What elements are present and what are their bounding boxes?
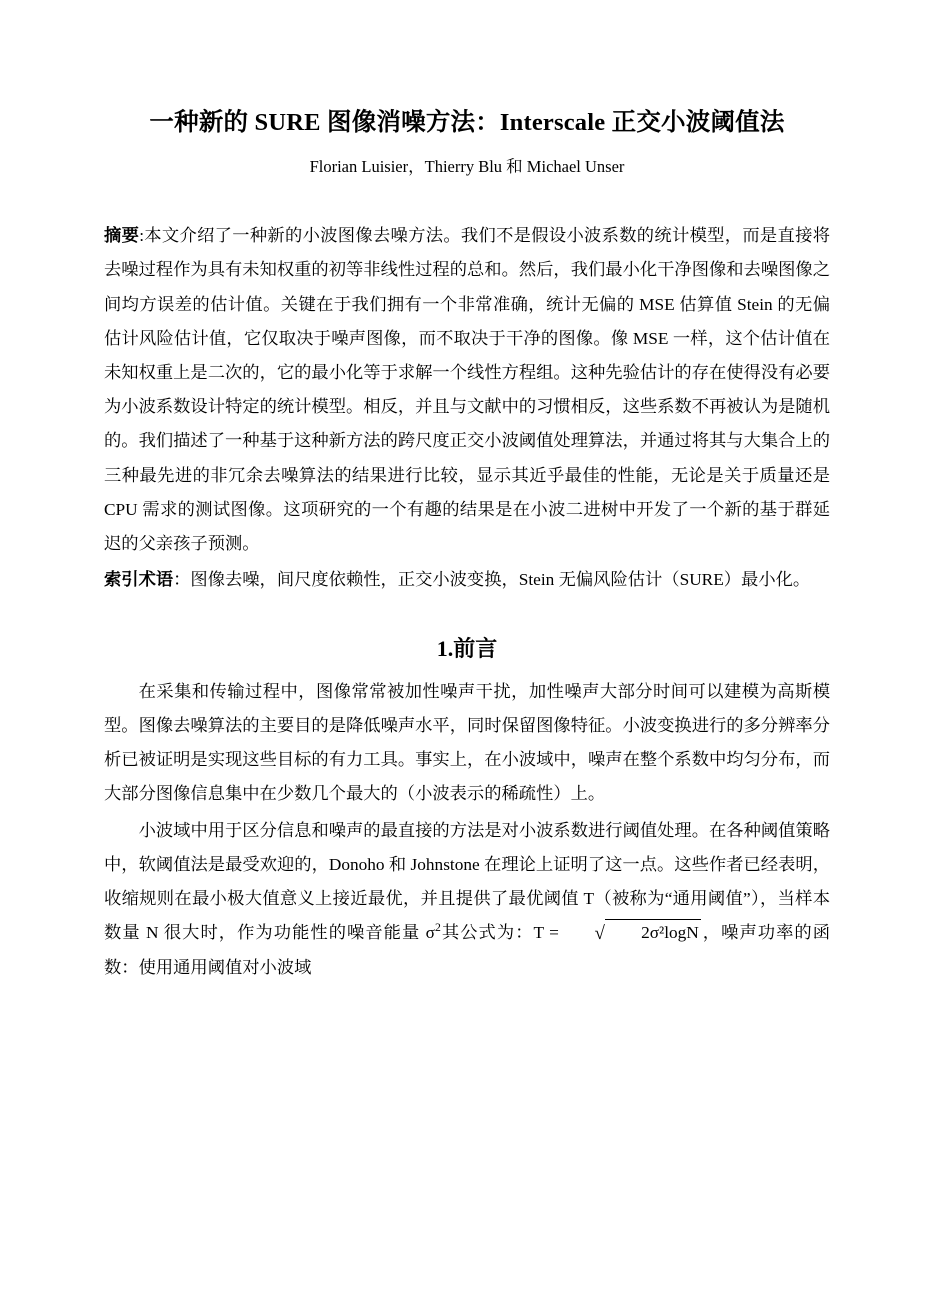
sqrt-formula bbox=[560, 916, 701, 950]
keywords-text: ：图像去噪，间尺度依赖性，正交小波变换，Stein 无偏风险估计（SURE）最小化。 bbox=[173, 570, 811, 590]
paragraph-2-text-part-1: 小波域中用于区分信息和噪声的最直接的方法是对小波系数进行阈值处理。在各种阈值策略中，软阈值法是最受欢迎的，Donoho 和 Johnstone 在理论上证明了这一点。这些作者已经表明，收缩规则在最小极大值意义上接近最优，并且提供了最优阈值 T（被称为“通用阈值”），当样本数量 N 很大时，作为功能性的噪音能量 σ bbox=[104, 820, 830, 943]
page-title: 一种新的 SURE 图像消噪方法：Interscale 正交小波阈值法 bbox=[149, 109, 785, 136]
paragraph-1: 在采集和传输过程中，图像常常被加性噪声干扰，加性噪声大部分时间可以建模为高斯模型。图像去噪算法的主要目的是降低噪声水平，同时保留图像特征。小波变换进行的多分辨率分析已被证明是实现这些目标的有力工具。事实上，在小波域中，噪声在整个系数中均匀分布，而大部分图像信息集中在少数几个最大的（小波表示的稀疏性）上。 bbox=[104, 681, 830, 804]
section-heading-introduction: 1.前言 bbox=[436, 635, 498, 661]
abstract-label: 摘要 bbox=[104, 226, 140, 246]
paragraph-2 bbox=[104, 814, 830, 985]
sqrt-radicand: 2σ²logN bbox=[605, 919, 700, 946]
keywords-section bbox=[104, 563, 830, 597]
paragraph-2-text-part-3: ，噪声功率的函数：使用通用阈值对小波域 bbox=[104, 923, 831, 977]
abstract-text: :本文介绍了一种新的小波图像去噪方法。我们不是假设小波系数的统计模型，而是直接将去噪过程作为具有未知权重的初等非线性过程的总和。然后，我们最小化干净图像和去噪图像之间均方误差的估计值。关键在于我们拥有一个非常准确，统计无偏的 MSE 估算值 Stein 的无偏估计风险估计值，它仅取决于噪声图像，而不取决于干净的图像。像 MSE 一样，这个估计值在未知权重上是二次的，它的最小化等于求解一个线性方程组。这种先验估计的存在使得没有必要为小波系数设计特定的统计模型。相反，并且与文献中的习惯相反，这些系数不再被认为是随机的。我们描述了一种基于这种新方法的跨尺度正交小波阈值处理算法，并通过将其与大集合上的三种最先进的非冗余去噪算法的结果进行比较，显示其近乎最佳的性能，无论是关于质量还是 CPU 需求的测试图像。这项研究的一个有趣的结果是在小波二进树中开发了一个新的基于群延迟的父亲孩子预测。 bbox=[104, 226, 830, 554]
sigma-squared-exponent: 2 bbox=[435, 921, 441, 935]
paragraph-2-text-part-2: 其公式为：T = bbox=[440, 923, 559, 943]
keywords-label: 索引术语 bbox=[104, 570, 174, 590]
author-list: Florian Luisier，Thierry Blu 和 Michael Unser bbox=[309, 157, 625, 177]
abstract-section bbox=[104, 219, 830, 561]
